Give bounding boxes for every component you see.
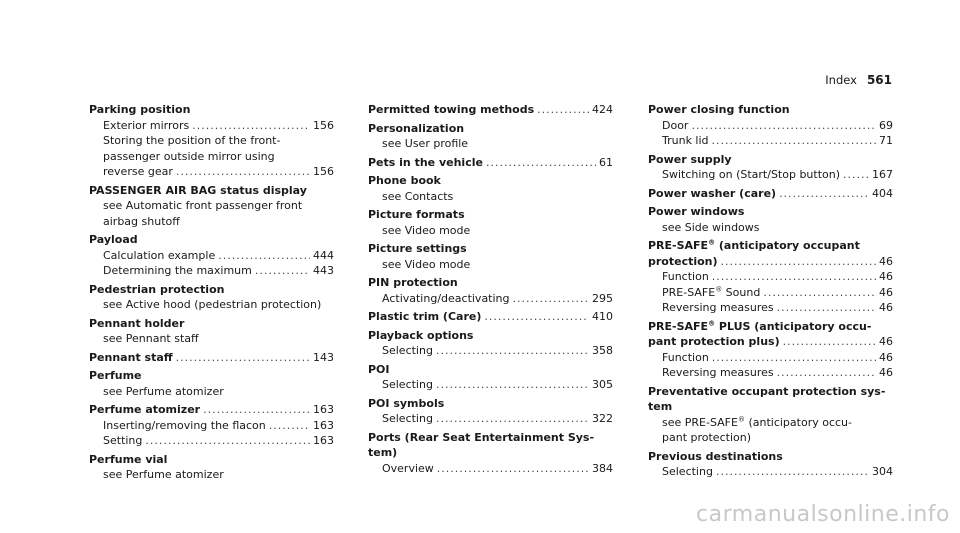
page-ref[interactable]: 322 <box>592 412 613 425</box>
index-subentry[interactable]: Overview ..... 384 <box>368 461 613 477</box>
see-reference[interactable]: see Automatic front passenger front <box>103 199 303 212</box>
index-term: POI <box>368 362 390 376</box>
watermark: carmanualsonline.info <box>696 502 950 527</box>
page-ref[interactable]: 69 <box>879 118 893 132</box>
page-ref[interactable]: 143 <box>313 350 334 364</box>
index-term: POI symbols <box>368 396 445 410</box>
index-entry[interactable] <box>368 102 613 118</box>
registered-mark: ® <box>737 414 745 423</box>
see-reference[interactable]: see Video mode <box>382 223 471 237</box>
page-ref[interactable]: 46 <box>879 270 893 283</box>
index-subentry[interactable]: Calculation example ..... 444 <box>89 248 334 264</box>
index-column-1 <box>89 102 334 486</box>
index-term: Perfume atomizer <box>89 403 201 416</box>
index-entry <box>648 102 893 149</box>
page-ref[interactable]: 443 <box>313 264 334 277</box>
page-ref[interactable]: 46 <box>879 254 893 268</box>
index-term: Pedestrian protection <box>89 282 225 296</box>
index-entry: PASSENGER AIR BAG status display see Automatic front passenger front airbag shutoff <box>89 183 334 230</box>
page-number: 561 <box>866 73 892 87</box>
page-ref[interactable]: 71 <box>879 134 893 147</box>
index-entry[interactable] <box>368 309 613 325</box>
index-entry <box>368 207 613 238</box>
index-term: Parking position <box>89 103 191 116</box>
page-ref[interactable]: 156 <box>313 118 334 132</box>
page-ref[interactable]: 444 <box>313 248 334 262</box>
index-entry <box>368 121 613 152</box>
page-ref[interactable]: 46 <box>879 366 893 379</box>
index-term: Preventative occupant protection sys- <box>648 384 886 398</box>
index-entry: PRE-SAFE® PLUS (anticipatory occu- pant protection plus) ..... 46 Function ..... 46 Reversing measures ..... 46 <box>648 319 893 381</box>
index-term: Power closing function <box>648 103 790 116</box>
page-ref[interactable]: 305 <box>592 378 613 391</box>
index-subentry[interactable]: PRE-SAFE® Sound ..... 46 <box>648 285 893 301</box>
index-term: Picture formats <box>368 208 465 221</box>
index-subentry[interactable]: Inserting/removing the flacon ..... 163 <box>89 418 334 434</box>
index-term: PRE-SAFE® (anticipatory occupant <box>648 238 860 252</box>
index-entry[interactable] <box>648 186 893 202</box>
index-entry <box>89 368 334 399</box>
index-entry <box>648 204 893 235</box>
page-ref[interactable]: 46 <box>879 285 893 299</box>
index-column-3 <box>648 102 893 483</box>
index-entry <box>648 152 893 183</box>
see-reference[interactable]: see User profile <box>382 137 469 150</box>
page-ref[interactable]: 46 <box>879 350 893 364</box>
index-subentry[interactable]: Selecting ..... 322 <box>368 411 613 427</box>
page-ref[interactable]: 167 <box>872 168 893 181</box>
see-reference[interactable]: see Perfume atomizer <box>103 384 224 398</box>
index-term: Playback options <box>368 328 474 342</box>
page-ref[interactable]: 46 <box>879 301 893 314</box>
page-ref[interactable]: 61 <box>599 155 613 169</box>
index-entry: PRE-SAFE® (anticipatory occupant protection) ..... 46 Function ..... 46 PRE-SAFE® Sound ..... 46 Reversing measures ..... 46 <box>648 238 893 316</box>
index-subentry[interactable]: Selecting ..... 305 <box>368 377 613 393</box>
index-subentry[interactable]: Function ..... 46 <box>648 350 893 366</box>
see-reference[interactable]: see Perfume atomizer <box>103 468 224 481</box>
section-name: Index <box>825 73 857 87</box>
page-ref[interactable]: 163 <box>313 418 334 432</box>
index-subentry[interactable]: Selecting ..... 304 <box>648 464 893 480</box>
index-subentry[interactable]: Activating/deactivating ..... 295 <box>368 291 613 307</box>
index-subentry[interactable]: Exterior mirrors ..... 156 <box>89 118 334 134</box>
index-subentry[interactable]: Reversing measures ..... 46 <box>648 365 893 381</box>
index-term: PASSENGER AIR BAG status display <box>89 183 307 197</box>
page-ref[interactable]: 358 <box>592 344 613 357</box>
index-subentry[interactable]: Trunk lid ..... 71 <box>648 133 893 149</box>
index-term: Picture settings <box>368 242 467 255</box>
page-ref[interactable]: 163 <box>313 434 334 447</box>
index-entry <box>368 328 613 359</box>
index-term: Power windows <box>648 205 745 218</box>
index-term: PIN protection <box>368 276 458 289</box>
index-term: Payload <box>89 233 138 246</box>
index-subentry[interactable]: Determining the maximum ..... 443 <box>89 263 334 279</box>
registered-mark: ® <box>708 238 716 247</box>
see-reference[interactable]: see Side windows <box>662 220 760 234</box>
index-subentry[interactable]: Switching on (Start/Stop button) ..... 167 <box>648 167 893 183</box>
page-header <box>825 73 892 87</box>
page-ref[interactable]: 304 <box>872 465 893 478</box>
see-reference[interactable]: see Video mode <box>382 257 471 271</box>
index-term: PRE-SAFE® PLUS (anticipatory occu- <box>648 318 872 333</box>
index-term: Permitted towing methods <box>368 103 535 116</box>
index-entry <box>368 362 613 393</box>
index-entry <box>368 396 613 427</box>
index-entry: Ports (Rear Seat Entertainment Sys- tem) Overview ..... 384 <box>368 430 613 477</box>
index-term: Plastic trim (Care) <box>368 310 482 323</box>
index-term: Personalization <box>368 121 465 135</box>
index-entry[interactable] <box>368 155 613 171</box>
index-entry <box>368 173 613 204</box>
see-reference[interactable]: see Pennant staff <box>103 332 199 345</box>
index-term: Perfume <box>89 369 142 382</box>
index-entry <box>89 316 334 347</box>
index-term: Phone book <box>368 174 441 187</box>
page-ref[interactable]: 156 <box>313 165 334 178</box>
index-term: Ports (Rear Seat Entertainment Sys- <box>368 430 595 444</box>
page-ref[interactable]: 404 <box>872 186 893 200</box>
index-subentry[interactable]: Selecting ..... 358 <box>368 343 613 359</box>
index-subentry[interactable]: Reversing measures ..... 46 <box>648 300 893 316</box>
index-entry <box>368 275 613 306</box>
see-reference[interactable]: see PRE-SAFE® (anticipatory occu- <box>662 414 852 429</box>
index-term: Pennant staff <box>89 350 173 364</box>
see-reference[interactable]: see Contacts <box>382 189 454 203</box>
page-ref[interactable]: 295 <box>592 291 613 305</box>
index-column-2 <box>368 102 613 479</box>
index-term: Pets in the vehicle <box>368 155 483 169</box>
index-entry[interactable] <box>89 350 334 366</box>
index-entry <box>368 241 613 272</box>
page-ref[interactable]: 384 <box>592 461 613 475</box>
index-entry <box>89 402 334 449</box>
index-term: Power washer (care) <box>648 186 777 200</box>
index-subentry[interactable]: Function ..... 46 <box>648 269 893 285</box>
page-ref[interactable]: 410 <box>592 310 613 323</box>
index-entry <box>648 449 893 480</box>
page-ref[interactable]: 46 <box>879 335 893 348</box>
index-subentry[interactable]: Door ..... 69 <box>648 118 893 134</box>
index-entry: Preventative occupant protection sys- tem see PRE-SAFE® (anticipatory occu- pant protection) <box>648 384 893 446</box>
index-entry <box>89 282 334 313</box>
index-term: Power supply <box>648 152 732 166</box>
index-entry <box>89 452 334 483</box>
index-term: Perfume vial <box>89 452 168 466</box>
index-term: Previous destinations <box>648 449 783 463</box>
page-ref[interactable]: 424 <box>592 103 613 116</box>
index-entry <box>89 232 334 279</box>
registered-mark: ® <box>708 318 716 327</box>
index-subentry[interactable]: reverse gear ..... 156 <box>89 164 334 180</box>
index-term: Pennant holder <box>89 316 185 330</box>
see-reference[interactable]: see Active hood (pedestrian protection) <box>103 298 322 311</box>
registered-mark: ® <box>715 284 723 293</box>
index-subentry[interactable]: Setting ..... 163 <box>89 433 334 449</box>
page-ref[interactable]: 163 <box>313 403 334 416</box>
index-entry: Parking position Exterior mirrors ..... 156 Storing the position of the front- passenger outside mirror using reverse gear ..... 156 <box>89 102 334 180</box>
